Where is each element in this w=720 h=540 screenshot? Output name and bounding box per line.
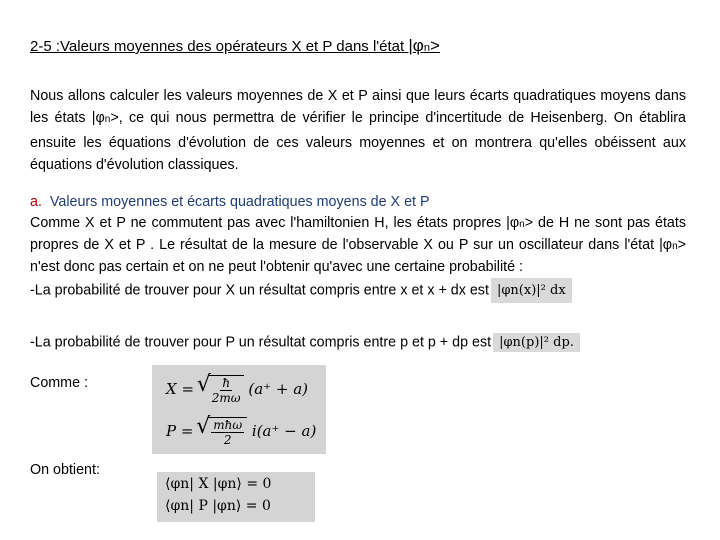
ket-phi-n: |φn> xyxy=(506,215,534,231)
section-a xyxy=(30,192,686,303)
comme-label: Comme : xyxy=(30,375,88,391)
ket-phi-n: |φn> xyxy=(408,36,440,55)
formula-prob-p: |φn(p)|² dp. xyxy=(493,333,580,352)
obtient-label: On obtient: xyxy=(30,462,100,478)
ket-phi-n: |φn> xyxy=(659,237,686,253)
probability-x: -La probabilité de trouver pour X un résultat compris entre x et x + dx est |φn(x)|² dx xyxy=(30,278,686,303)
probability-p: -La probabilité de trouver pour P un résultat compris entre p et p + dp est |φn(p)|² dp. xyxy=(30,333,580,352)
equation-image-x-p xyxy=(152,365,326,454)
section-title xyxy=(30,36,690,56)
section-a-paragraph: Comme X et P ne commutent pas avec l'hamiltonien H, les états propres |φn> de H ne sont pas états propres de X et P . Le résultat de la mesure de l'observable X ou P sur un oscillateur dans l'état |φn> n'est donc pas certain et on ne peut l'obtenir qu'avec une certaine probabilité : xyxy=(30,215,686,275)
ket-phi-n: |φn> xyxy=(91,110,119,127)
formula-prob-x: |φn(x)|² dx xyxy=(491,278,572,303)
section-title-text: 2-5 :Valeurs moyennes des opérateurs X et P dans l'état xyxy=(30,38,405,55)
equation-image-means xyxy=(157,472,315,522)
mean-x-equation: ⟨φn| X |φn⟩ = 0 xyxy=(165,476,272,492)
mean-p-equation: ⟨φn| P |φn⟩ = 0 xyxy=(165,498,271,514)
section-a-heading: a. Valeurs moyennes et écarts quadratiques moyens de X et P xyxy=(30,194,430,210)
equation-x: X = √ $\frac{ħ}{2m\omega}$ (a⁺ + a) xyxy=(166,375,308,405)
intro-paragraph: Nous allons calculer les valeurs moyennes de X et P ainsi que leurs écarts quadratiques moyens dans les états |φn>, ce qui nous permettra de vérifier le principe d'incertitude de Heisenberg. On établira ensuite les équations d'évolution de ces valeurs moyennes et on montrera qu'elles obéissent aux équations d'évolution classiques. xyxy=(30,88,686,174)
equation-p: P = √ $\frac{\text{mħω}}{2}$ i(a⁺ − a) xyxy=(166,417,316,447)
